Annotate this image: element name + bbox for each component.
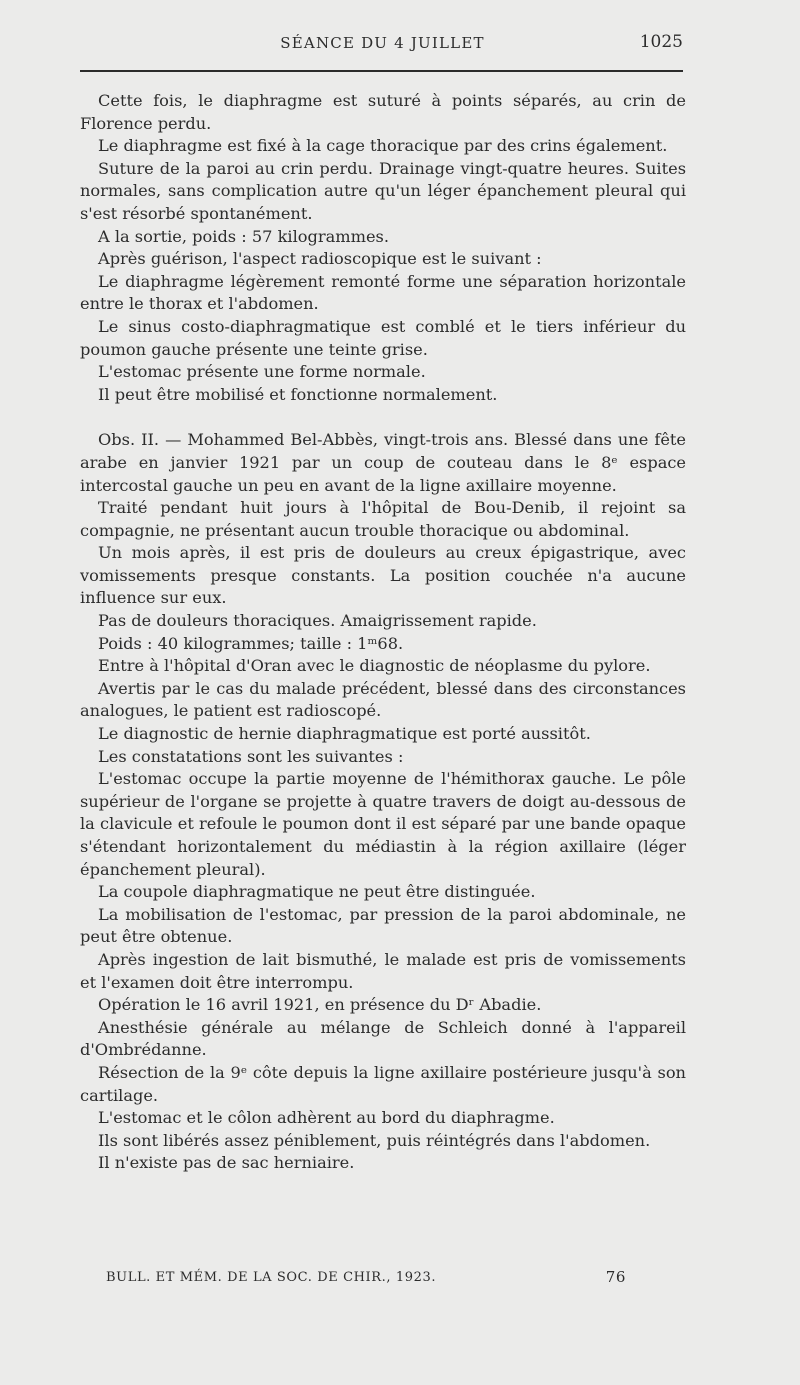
paragraph: Un mois après, il est pris de douleurs au creux épigastrique, avec vomissements presque constants. La position couchée n'a aucune influence sur eux. (80, 543, 686, 608)
paragraph: L'estomac présente une forme normale. (98, 362, 426, 382)
paragraph: Le diagnostic de hernie diaphragmatique est porté aussitôt. (98, 724, 591, 744)
paragraph: L'estomac et le côlon adhèrent au bord du diaphragme. (98, 1108, 555, 1128)
paragraph: Le diaphragme légèrement remonté forme une séparation horizontale entre le thorax et l'abdomen. (80, 271, 686, 314)
paragraph: La coupole diaphragmatique ne peut être distinguée. (98, 882, 536, 902)
body-text (80, 90, 686, 1175)
paragraph: Le sinus costo-diaphragmatique est comblé et le tiers inférieur du poumon gauche présente une teinte grise. (80, 316, 686, 359)
header-rule (80, 70, 683, 72)
paragraph: L'estomac occupe la partie moyenne de l'hémithorax gauche. Le pôle supérieur de l'organe se projette à quatre travers de doigt au-dessous de la clavicule et refoule le poumon dont il est séparé par une bande opaque s'étendant horizontalement du médiastin à la région axillaire (léger épanchement pleural). (80, 769, 686, 879)
header-title: SÉANCE DU 4 JUILLET (280, 34, 485, 52)
page-footer (106, 1268, 626, 1288)
paragraph: Suture de la paroi au crin perdu. Drainage vingt-quatre heures. Suites normales, sans complication autre qu'un léger épanchement pleural qui s'est résorbé spontanément. (80, 158, 686, 223)
paragraph: Résection de la 9ᵉ côte depuis la ligne axillaire postérieure jusqu'à son cartilage. (80, 1062, 686, 1105)
paragraph: Il n'existe pas de sac herniaire. (98, 1153, 355, 1173)
paragraph: Pas de douleurs thoraciques. Amaigrissement rapide. (98, 611, 537, 631)
paragraph: Avertis par le cas du malade précédent, blessé dans des circonstances analogues, le patient est radioscopé. (80, 678, 686, 721)
paragraph: Opération le 16 avril 1921, en présence du Dʳ Abadie. (98, 995, 542, 1015)
paragraph: A la sortie, poids : 57 kilogrammes. (98, 226, 389, 246)
paragraph: Ils sont libérés assez péniblement, puis réintégrés dans l'abdomen. (98, 1130, 651, 1150)
page-number: 1025 (639, 32, 683, 52)
paragraph: Les constatations sont les suivantes : (98, 746, 404, 766)
paragraph: Après guérison, l'aspect radioscopique est le suivant : (98, 249, 542, 269)
paragraph: Anesthésie générale au mélange de Schleich donné à l'appareil d'Ombrédanne. (80, 1017, 686, 1060)
paragraph: Le diaphragme est fixé à la cage thoracique par des crins également. (98, 136, 668, 156)
footer-citation: BULL. ET MÉM. DE LA SOC. DE CHIR., 1923. (106, 1270, 437, 1285)
paragraph: Traité pendant huit jours à l'hôpital de Bou-Denib, il rejoint sa compagnie, ne présentant aucun trouble thoracique ou abdominal. (80, 498, 686, 540)
paragraph: La mobilisation de l'estomac, par pression de la paroi abdominale, ne peut être obtenue. (80, 904, 686, 947)
paragraph: Cette fois, le diaphragme est suturé à points séparés, au crin de Florence perdu. (80, 91, 686, 133)
paragraph: Entre à l'hôpital d'Oran avec le diagnostic de néoplasme du pylore. (98, 656, 651, 676)
running-header (80, 32, 685, 56)
paragraph: Après ingestion de lait bismuthé, le malade est pris de vomissements et l'examen doit être interrompu. (80, 949, 686, 992)
paragraph: Il peut être mobilisé et fonctionne normalement. (98, 384, 498, 404)
footer-signature: 76 (605, 1268, 626, 1286)
paragraph: Poids : 40 kilogrammes; taille : 1ᵐ68. (98, 633, 404, 653)
observation-heading-paragraph: Obs. II. — Mohammed Bel-Abbès, vingt-trois ans. Blessé dans une fête arabe en janvier 1921 par un coup de couteau dans le 8ᵉ espace intercostal gauche un peu en avant de la ligne axillaire moyenne. (80, 430, 686, 495)
